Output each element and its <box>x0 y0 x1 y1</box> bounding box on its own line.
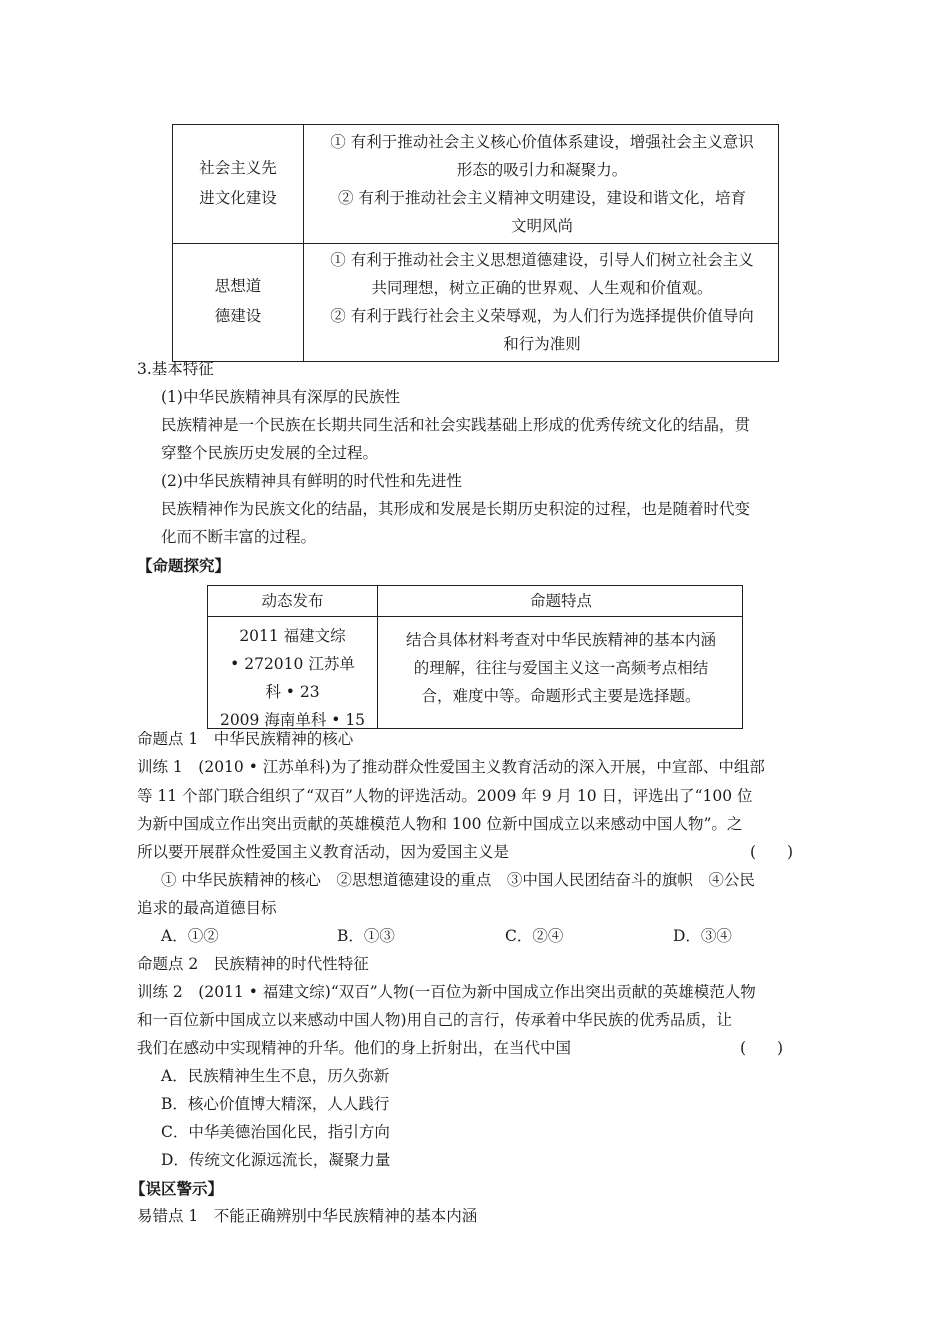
table-divider <box>173 243 778 244</box>
policy-table <box>172 124 779 362</box>
option-b: B．核心价值博大精深，人人践行 <box>161 1095 390 1113</box>
paragraph-line: 民族精神是一个民族在长期共同生活和社会实践基础上形成的优秀传统文化的结晶，贯 <box>161 416 751 434</box>
table-row-label: 思想道 德建设 <box>214 277 262 325</box>
explore-heading: 【命题探究】 <box>137 556 231 575</box>
option-b: B．①③ <box>337 927 395 945</box>
table-row-content: ① 有利于推动社会主义核心价值体系建设，增强社会主义意识 形态的吸引力和凝聚力。 ② 有利于推动社会主义精神文明建设，建设和谐文化，培育 文明风尚 <box>330 133 754 235</box>
option-d: D．③④ <box>673 927 732 945</box>
paragraph-line: (2)中华民族精神具有鲜明的时代性和先进性 <box>161 472 462 490</box>
table-row-label: 社会主义先 进文化建设 <box>199 159 277 207</box>
question-line: 和一百位新中国成立以来感动中国人物)用自己的言行，传承着中华民族的优秀品质，让 <box>137 1011 733 1029</box>
answer-bracket: ( ) <box>750 843 794 861</box>
paragraph-line: 化而不断丰富的过程。 <box>161 528 317 546</box>
option-c: C．中华美德治国化民，指引方向 <box>161 1123 390 1141</box>
question-line: 训练 2 (2011 • 福建文综)“双百”人物(一百位为新中国成立作出突出贡献的英雄模范人物 <box>137 983 756 1001</box>
question-line: 为新中国成立作出突出贡献的英雄模范人物和 100 位新中国成立以来感动中国人物”。之 <box>137 815 743 833</box>
point-title: 命题点 1 中华民族精神的核心 <box>137 730 354 748</box>
explore-table <box>207 585 743 729</box>
choice-items: 追求的最高道德目标 <box>137 899 277 917</box>
question-line: 等 11 个部门联合组织了“双百”人物的评选活动。2009 年 9 月 10 日，评选出了“100 位 <box>137 787 753 805</box>
table-cell: 结合具体材料考查对中华民族精神的基本内涵 的理解，往往与爱国主义这一高频考点相结 合，难度中等。命题形式主要是选择题。 <box>405 631 716 705</box>
paragraph-line: 穿整个民族历史发展的全过程。 <box>161 444 379 462</box>
option-a: A．①② <box>161 927 219 945</box>
question-line: 训练 1 (2010 • 江苏单科)为了推动群众性爱国主义教育活动的深入开展，中宣部、中组部 <box>137 758 765 776</box>
option-d: D．传统文化源远流长，凝聚力量 <box>161 1151 391 1169</box>
table-cell: 2011 福建文综 • 272010 江苏单 科 • 23 2009 海南单科 • 15 <box>219 627 366 729</box>
question-line: 我们在感动中实现精神的升华。他们的身上折射出，在当代中国 <box>137 1039 572 1057</box>
section-heading: 3.基本特征 <box>137 360 214 378</box>
point-title: 命题点 2 民族精神的时代性特征 <box>137 955 369 973</box>
choice-items: ① 中华民族精神的核心 ②思想道德建设的重点 ③中国人民团结奋斗的旗帜 ④公民 <box>161 871 755 889</box>
table-row-content: ① 有利于推动社会主义思想道德建设，引导人们树立社会主义 共同理想，树立正确的世界观、人生观和价值观。 ② 有利于践行社会主义荣辱观，为人们行为选择提供价值导向 和行为准则 <box>330 251 754 353</box>
table-header: 命题特点 <box>529 592 592 610</box>
error-point: 易错点 1 不能正确辨别中华民族精神的基本内涵 <box>137 1207 478 1225</box>
option-c: C．②④ <box>505 927 564 945</box>
option-a: A．民族精神生生不息，历久弥新 <box>161 1067 390 1085</box>
paragraph-line: 民族精神作为民族文化的结晶，其形成和发展是长期历史积淀的过程，也是随着时代变 <box>161 500 751 518</box>
table-header: 动态发布 <box>261 592 324 610</box>
question-line: 所以要开展群众性爱国主义教育活动，因为爱国主义是 <box>137 843 510 861</box>
answer-bracket: ( ) <box>740 1039 784 1057</box>
paragraph-line: (1)中华民族精神具有深厚的民族性 <box>161 388 400 406</box>
warning-heading: 【误区警示】 <box>130 1179 224 1198</box>
